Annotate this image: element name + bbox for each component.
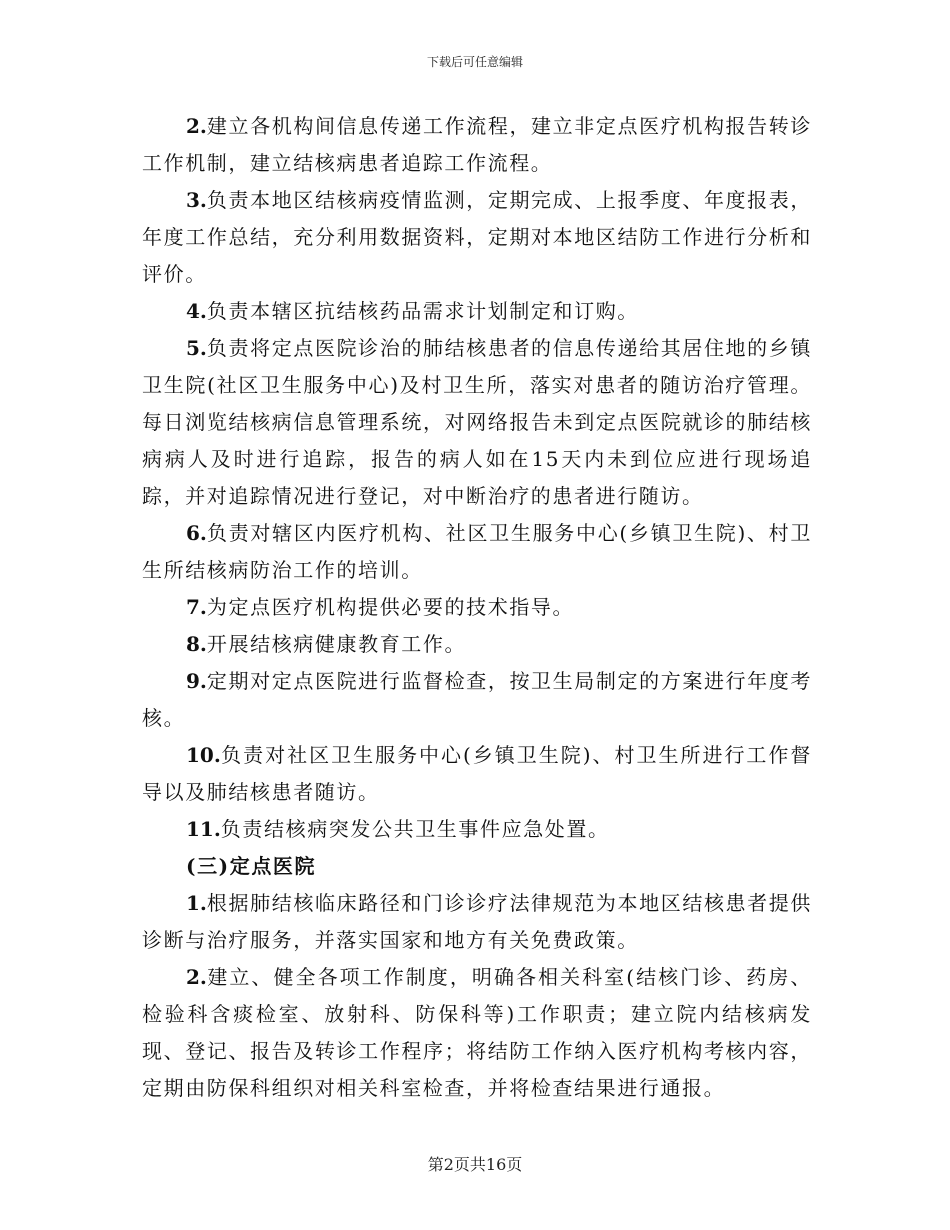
item-number: 5.	[186, 336, 207, 360]
page-header: 下载后可任意编辑	[426, 55, 523, 69]
item-number: 4.	[186, 299, 207, 323]
list-item	[142, 108, 812, 182]
item-number: 1.	[186, 891, 207, 915]
list-item	[142, 663, 812, 737]
item-text: 为定点医疗机构提供必要的技术指导。	[206, 595, 575, 619]
page-footer: 第2页共16页	[427, 1155, 523, 1174]
list-item	[142, 811, 812, 848]
list-item	[142, 885, 812, 959]
section-heading: (三)定点医院	[186, 854, 317, 878]
item-text: 负责对辖区内医疗机构、社区卫生服务中心(乡镇卫生院)、村卫生所结核病防治工作的培训。	[142, 521, 812, 582]
item-number: 8.	[186, 632, 207, 656]
item-text: 负责对社区卫生服务中心(乡镇卫生院)、村卫生所进行工作督导以及肺结核患者随访。	[142, 743, 812, 804]
list-item	[142, 626, 812, 663]
item-text: 负责结核病突发公共卫生事件应急处置。	[220, 817, 610, 841]
item-number: 2.	[186, 965, 207, 989]
item-number: 7.	[186, 595, 207, 619]
item-text: 开展结核病健康教育工作。	[206, 632, 467, 656]
item-text: 建立、健全各项工作制度，明确各相关科室(结核门诊、药房、检验科含痰检室、放射科、防保科等)工作职责；建立院内结核病发现、登记、报告及转诊工作程序；将结防工作纳入医疗机构考核内容，定期由防保科组织对相关科室检查，并将检查结果进行通报。	[142, 965, 812, 1100]
item-text: 建立各机构间信息传递工作流程，建立非定点医疗机构报告转诊工作机制，建立结核病患者追踪工作流程。	[142, 114, 812, 175]
item-number: 9.	[186, 669, 207, 693]
list-item	[142, 182, 812, 293]
list-item	[142, 330, 812, 515]
item-number: 10.	[186, 743, 221, 767]
list-item	[142, 589, 812, 626]
item-number: 3.	[186, 188, 207, 212]
item-text: 负责本地区结核病疫情监测，定期完成、上报季度、年度报表，年度工作总结，充分利用数据资料，定期对本地区结防工作进行分析和评价。	[142, 188, 812, 286]
list-item	[142, 293, 812, 330]
list-item	[142, 515, 812, 589]
item-number: 2.	[186, 114, 207, 138]
item-number: 11.	[186, 817, 221, 841]
list-item	[142, 959, 812, 1107]
item-text: 负责将定点医院诊治的肺结核患者的信息传递给其居住地的乡镇卫生院(社区卫生服务中心)及村卫生所，落实对患者的随访治疗管理。每日浏览结核病信息管理系统，对网络报告未到定点医院就诊的肺结核病病人及时进行追踪，报告的病人如在15天内未到位应进行现场追踪，并对追踪情况进行登记，对中断治疗的患者进行随访。	[142, 336, 812, 508]
item-text: 负责本辖区抗结核药品需求计划制定和订购。	[206, 299, 639, 323]
item-text: 定期对定点医院进行监督检查，按卫生局制定的方案进行年度考核。	[142, 669, 812, 730]
item-number: 6.	[186, 521, 207, 545]
list-item	[142, 737, 812, 811]
document-body	[142, 108, 812, 1107]
item-text: 根据肺结核临床路径和门诊诊疗法律规范为本地区结核患者提供诊断与治疗服务，并落实国家和地方有关免费政策。	[142, 891, 812, 952]
